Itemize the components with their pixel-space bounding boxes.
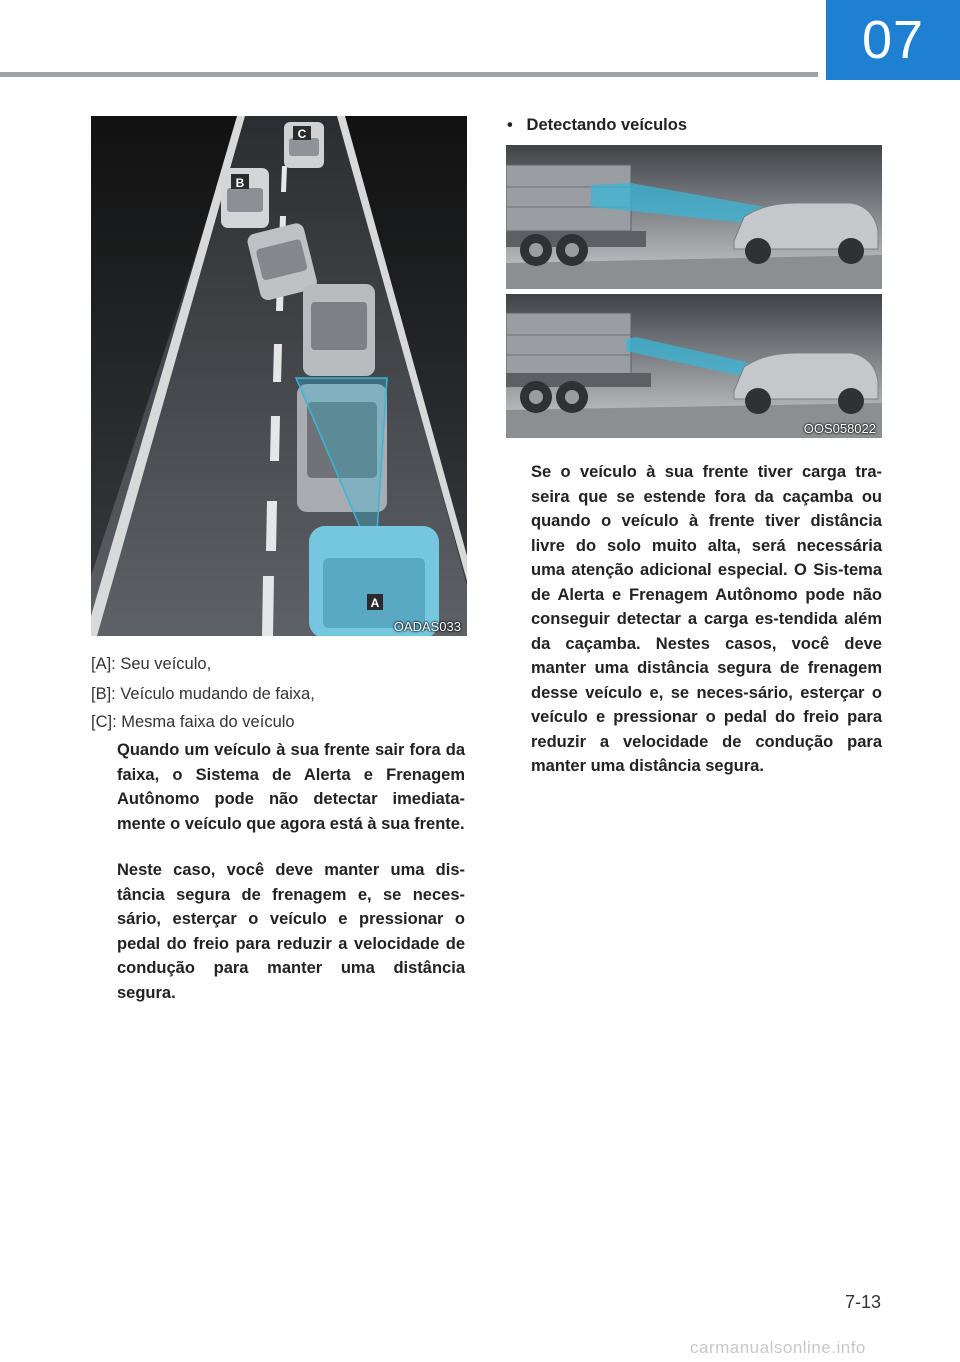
road-scene-illustration — [91, 116, 467, 636]
paragraph-left-2: Neste caso, você deve manter uma dis-tância segura de frenagem e, se neces-sário, esterçar o veículo e pressionar o pedal do freio para reduzir a velocidade de condução para manter uma distância segura. — [117, 861, 465, 1002]
truck-detection-illustration — [506, 145, 882, 438]
caption-a: [A]: Seu veículo, — [91, 655, 212, 673]
chapter-number: 07 — [861, 10, 925, 70]
chapter-tab — [826, 0, 960, 80]
bullet-text: Detectando veículos — [526, 116, 688, 134]
page-number: 7-13 — [845, 1292, 882, 1312]
label-b: B — [235, 176, 245, 190]
figure-code: OOS058022 — [803, 421, 876, 436]
caption-b: [B]: Veículo mudando de faixa, — [91, 685, 315, 703]
caption-c: [C]: Mesma faixa do veículo — [91, 713, 295, 731]
figure-road-scene — [91, 116, 467, 636]
figure-code: OADAS033 — [393, 619, 461, 634]
label-a: A — [370, 596, 380, 610]
paragraph-right: Se o veículo à sua frente tiver carga tra-seira que se estende fora da caçamba ou quando o veículo à frente tiver distância livre do solo muito alta, será necessária uma atenção adicional especial. O Sis-tema de Alerta e Frenagem Autônomo pode não conseguir detectar a carga es-tendida além da caçamba. Nestes casos, você deve manter uma distância segura de frenagem desse veículo e, se neces-sário, esterçar o veículo e pressionar o pedal do freio para reduzir a velocidade de condução para manter uma distância segura. — [531, 463, 882, 775]
header-rule — [0, 72, 818, 77]
figure-truck-detection — [506, 145, 882, 438]
watermark: carmanualsonline.info — [690, 1338, 866, 1357]
label-c: C — [297, 127, 307, 141]
bullet-symbol: • — [507, 116, 513, 134]
paragraph-left-1: Quando um veículo à sua frente sair fora da faixa, o Sistema de Alerta e Frenagem Autônomo pode não detectar imediata-mente o veículo que agora está à sua frente. — [117, 741, 465, 833]
bullet-heading — [507, 116, 687, 135]
